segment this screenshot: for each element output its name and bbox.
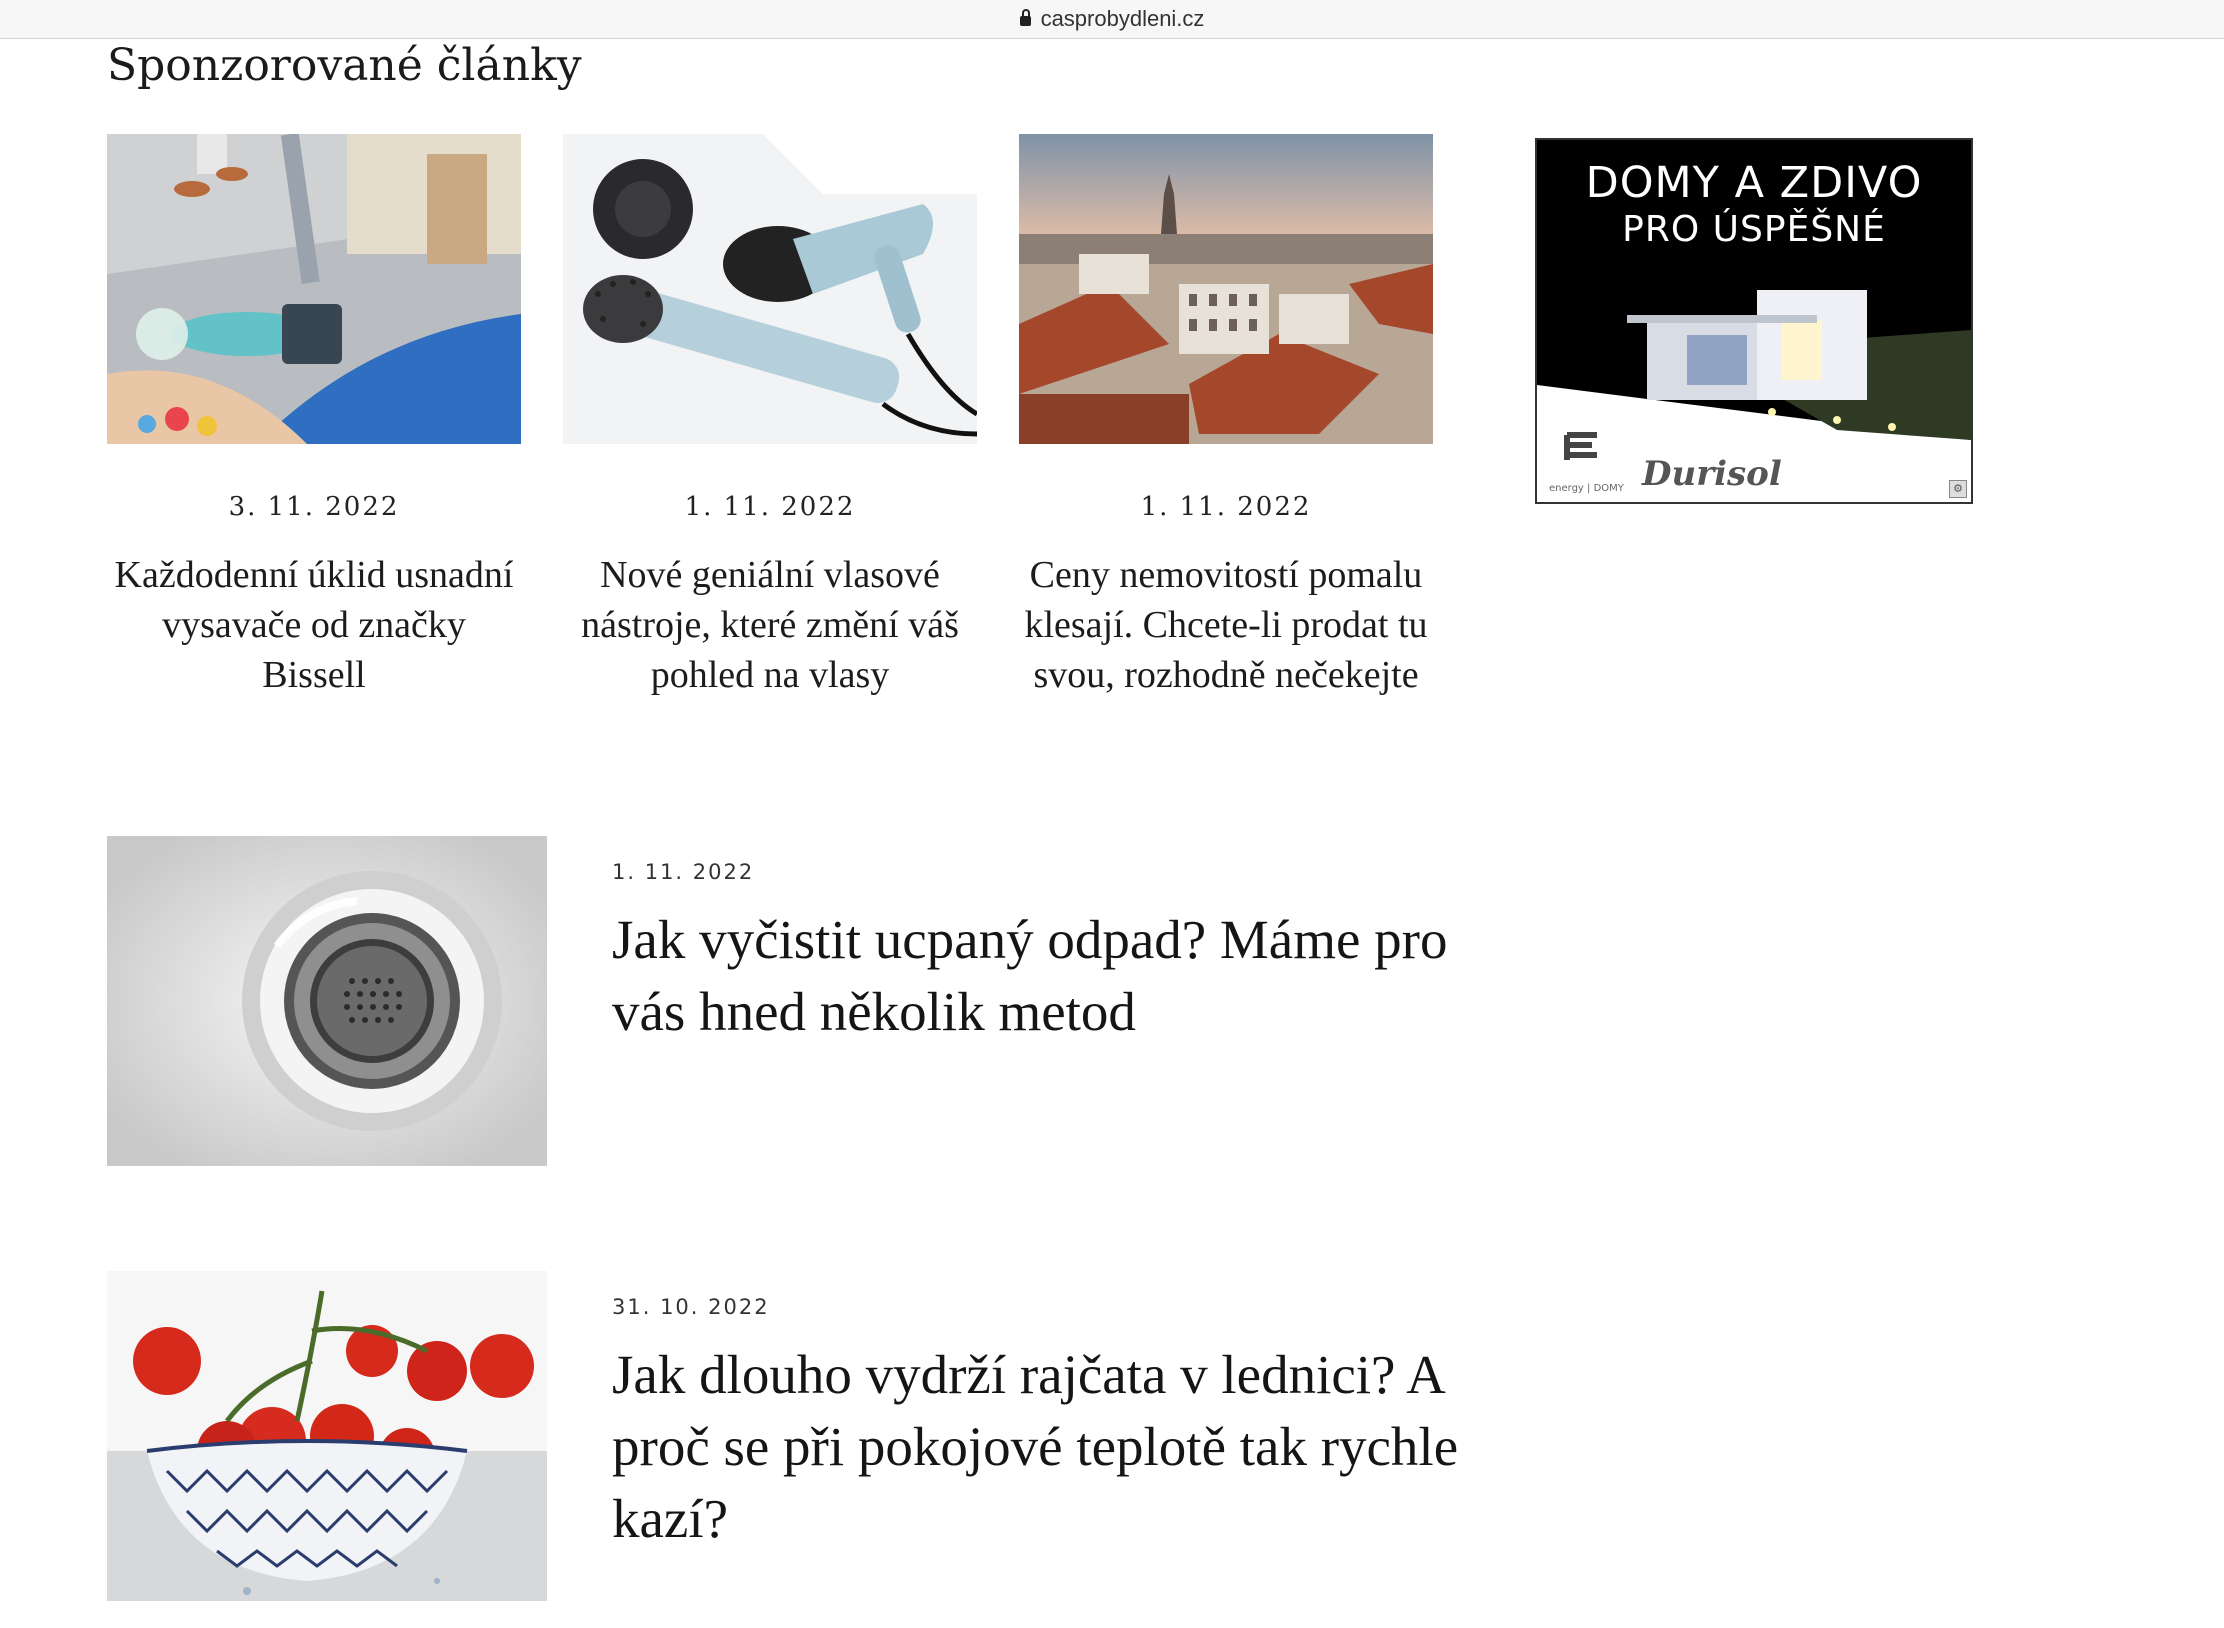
article-title[interactable]: Nové geniální vlasové nástroje, které změní váš pohled na vlasy <box>581 554 959 696</box>
ad-choices-icon[interactable]: ⚙ <box>1949 480 1967 498</box>
article-title[interactable]: Ceny nemovitostí pomalu klesají. Chcete-li prodat tu svou, rozhodně nečekejte <box>1024 554 1428 696</box>
article-title[interactable]: Jak vyčistit ucpaný odpad? Máme pro vás hned několik metod <box>612 909 1448 1042</box>
ad-headline-line1: DOMY A ZDIVO <box>1585 158 1923 208</box>
lock-icon <box>1020 16 1031 26</box>
article-image[interactable] <box>563 134 977 444</box>
section-title: Sponzorované články <box>107 40 582 91</box>
article-row[interactable] <box>107 1271 1459 1601</box>
ad-banner[interactable] <box>1535 138 1973 504</box>
article-image[interactable] <box>107 836 547 1166</box>
sponsored-card[interactable] <box>107 134 521 700</box>
article-row[interactable] <box>107 836 1448 1166</box>
article-title[interactable]: Jak dlouho vydrží rajčata v lednici? A proč se při pokojové teplotě tak rychle kazí? <box>612 1344 1459 1549</box>
article-date: 31. 10. 2022 <box>612 1295 770 1319</box>
article-title[interactable]: Každodenní úklid usnadní vysavače od značky Bissell <box>114 554 514 696</box>
sponsored-card[interactable] <box>1019 134 1433 700</box>
article-image[interactable] <box>1019 134 1433 444</box>
url-text[interactable]: casprobydleni.cz <box>1040 6 1205 31</box>
article-date: 1. 11. 2022 <box>1140 492 1312 522</box>
article-date: 1. 11. 2022 <box>612 860 755 884</box>
article-image[interactable] <box>107 134 521 444</box>
article-date: 1. 11. 2022 <box>684 492 856 522</box>
article-date: 3. 11. 2022 <box>228 492 400 522</box>
browser-url-bar[interactable] <box>0 0 2224 39</box>
ad-brand-logo: Durisol <box>1642 454 1782 494</box>
ad-subtext: energy | DOMY <box>1549 483 1624 494</box>
article-image[interactable] <box>107 1271 547 1601</box>
sponsored-card[interactable] <box>563 134 977 700</box>
ad-headline-line2: PRO ÚSPĚŠNÉ <box>1622 209 1886 250</box>
